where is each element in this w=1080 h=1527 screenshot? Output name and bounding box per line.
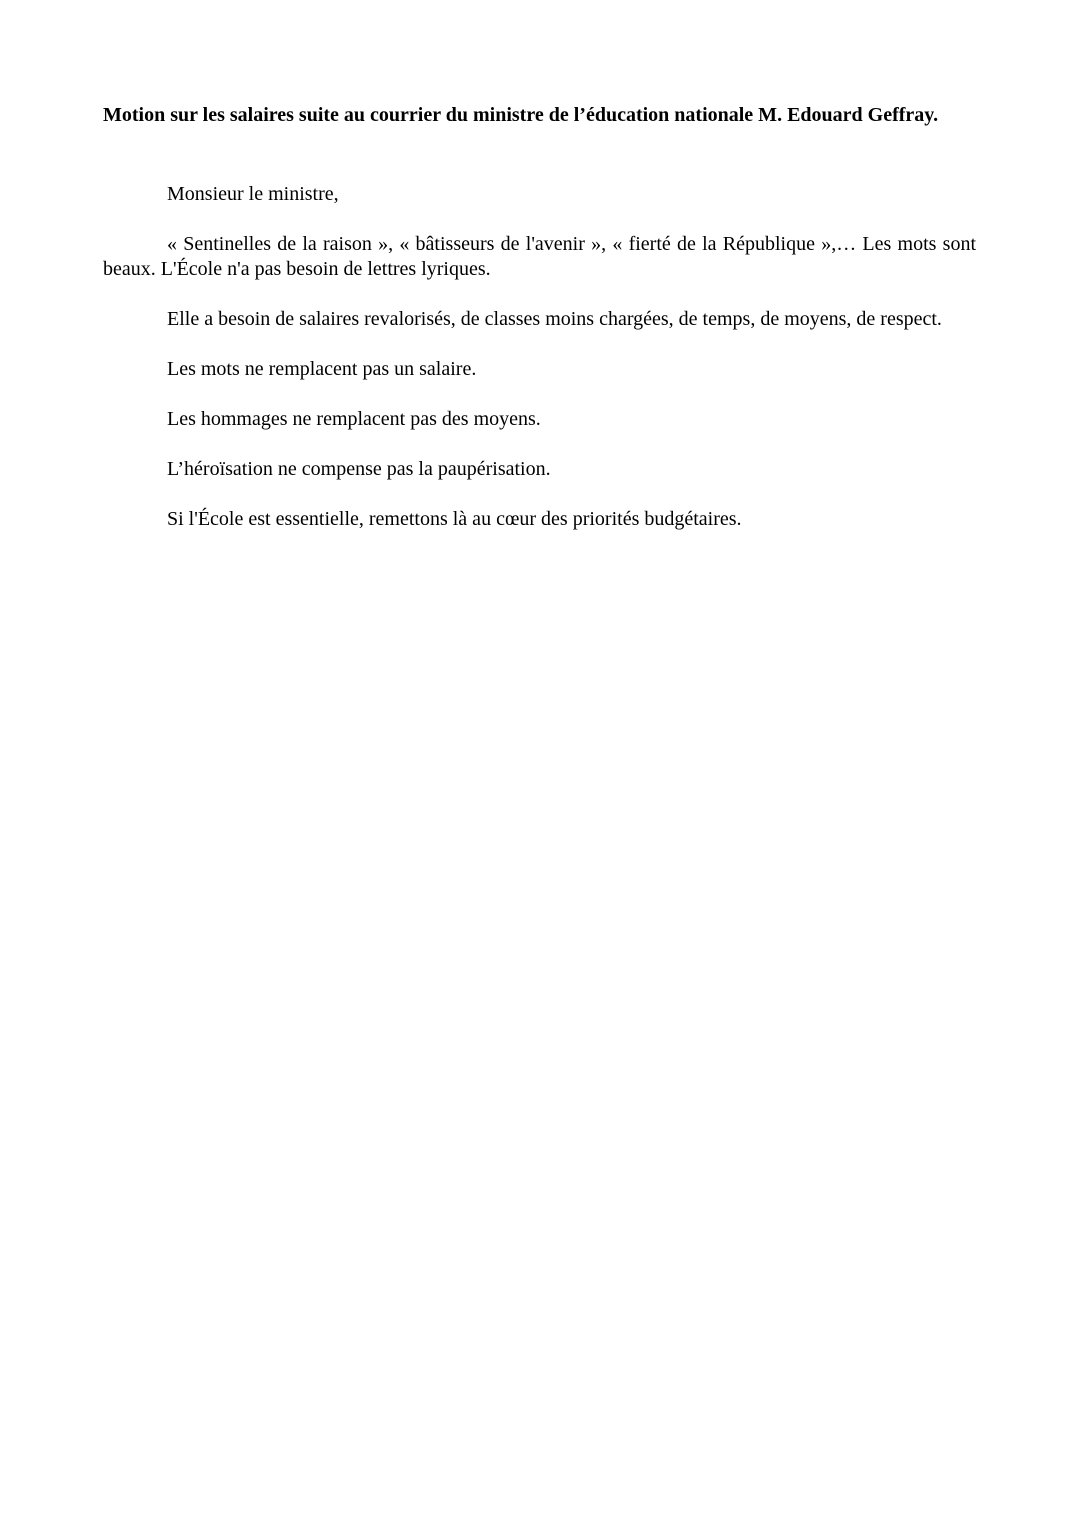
document-body — [103, 103, 976, 532]
paragraph-budget: Si l'École est essentielle, remettons là au cœur des priorités budgétaires. — [167, 508, 742, 530]
paragraph-salary: Les mots ne remplacent pas un salaire. — [167, 358, 477, 380]
paragraph-tributes: Les hommages ne remplacent pas des moyens. — [167, 408, 541, 430]
paragraph-quotes: « Sentinelles de la raison », « bâtisseurs de l'avenir », « fierté de la République »,… Les mots sont beaux. L'École n'a pas besoin de lettres lyriques. — [103, 233, 976, 280]
paragraph-heroization: L’héroïsation ne compense pas la paupérisation. — [167, 458, 551, 480]
paragraph-needs: Elle a besoin de salaires revalorisés, de classes moins chargées, de temps, de moyens, de respect. — [167, 308, 942, 330]
salutation: Monsieur le ministre, — [167, 183, 339, 205]
document-title: Motion sur les salaires suite au courrier du ministre de l’éducation nationale M. Edouard Geffray. — [103, 104, 939, 126]
